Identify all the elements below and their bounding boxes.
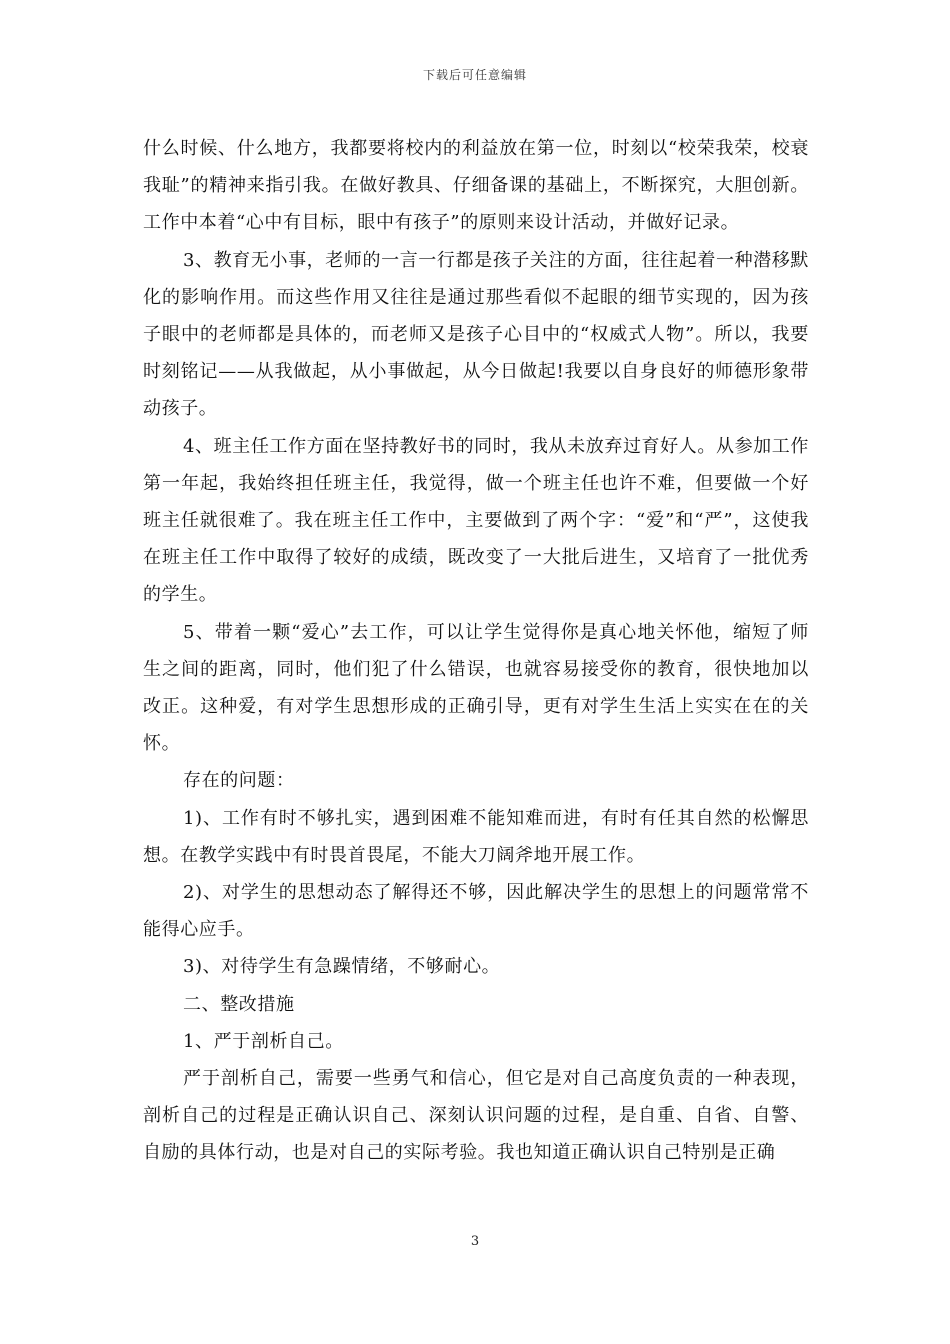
problem-item-2: 2)、对学生的思想动态了解得还不够，因此解决学生的思想上的问题常常不能得心应手。: [143, 882, 809, 941]
problem-item-3: 3)、对待学生有急躁情绪，不够耐心。: [183, 956, 501, 978]
page-header: 下载后可任意编辑: [422, 68, 527, 82]
paragraph-2: 3、教育无小事，老师的一言一行都是孩子关注的方面，往往起着一种潜移默化的影响作用。而这些作用又往往是通过那些看似不起眼的细节实现的，因为孩子眼中的老师都是具体的，而老师又是孩子心目中的“权威式人物”。所以，我要时刻铭记——从我做起，从小事做起，从今日做起!我要以自身良好的师德形象带动孩子。: [143, 249, 809, 420]
paragraph-3: 4、班主任工作方面在坚持教好书的同时，我从未放弃过育好人。从参加工作第一年起，我始终担任班主任，我觉得，做一个班主任也许不难，但要做一个好班主任就很难了。我在班主任工作中，主要做到了两个字：“爱”和“严”，这使我在班主任工作中取得了较好的成绩，既改变了一大批后进生，又培育了一批优秀的学生。: [143, 435, 809, 606]
section-heading-measures: 二、整改措施: [183, 993, 295, 1015]
problem-item-1: 1)、工作有时不够扎实，遇到困难不能知难而进，有时有任其自然的松懈思想。在教学实践中有时畏首畏尾，不能大刀阔斧地开展工作。: [143, 807, 809, 866]
page-number: 3: [470, 1234, 480, 1249]
paragraph-4: 5、带着一颗“爱心”去工作，可以让学生觉得你是真心地关怀他，缩短了师生之间的距离，同时，他们犯了什么错误，也就容易接受你的教育，很快地加以改正。这种爱，有对学生思想形成的正确引导，更有对学生生活上实实在在的关怀。: [143, 621, 809, 755]
paragraph-1: 什么时候、什么地方，我都要将校内的利益放在第一位，时刻以“校荣我荣，校衰我耻”的精神来指引我。在做好教具、仔细备课的基础上，不断探究，大胆创新。工作中本着“心中有目标，眼中有孩子”的原则来设计活动，并做好记录。: [143, 138, 809, 234]
measure-heading-1: 1、严于剖析自己。: [183, 1030, 344, 1052]
paragraph-measure-1: 严于剖析自己，需要一些勇气和信心，但它是对自己高度负责的一种表现，剖析自己的过程是正确认识自己、深刻认识问题的过程，是自重、自省、自警、自励的具体行动，也是对自己的实际考验。我也知道正确认识自己特别是正确: [143, 1068, 809, 1164]
section-heading-problems: 存在的问题：: [183, 770, 295, 792]
document-body: [143, 130, 809, 1172]
